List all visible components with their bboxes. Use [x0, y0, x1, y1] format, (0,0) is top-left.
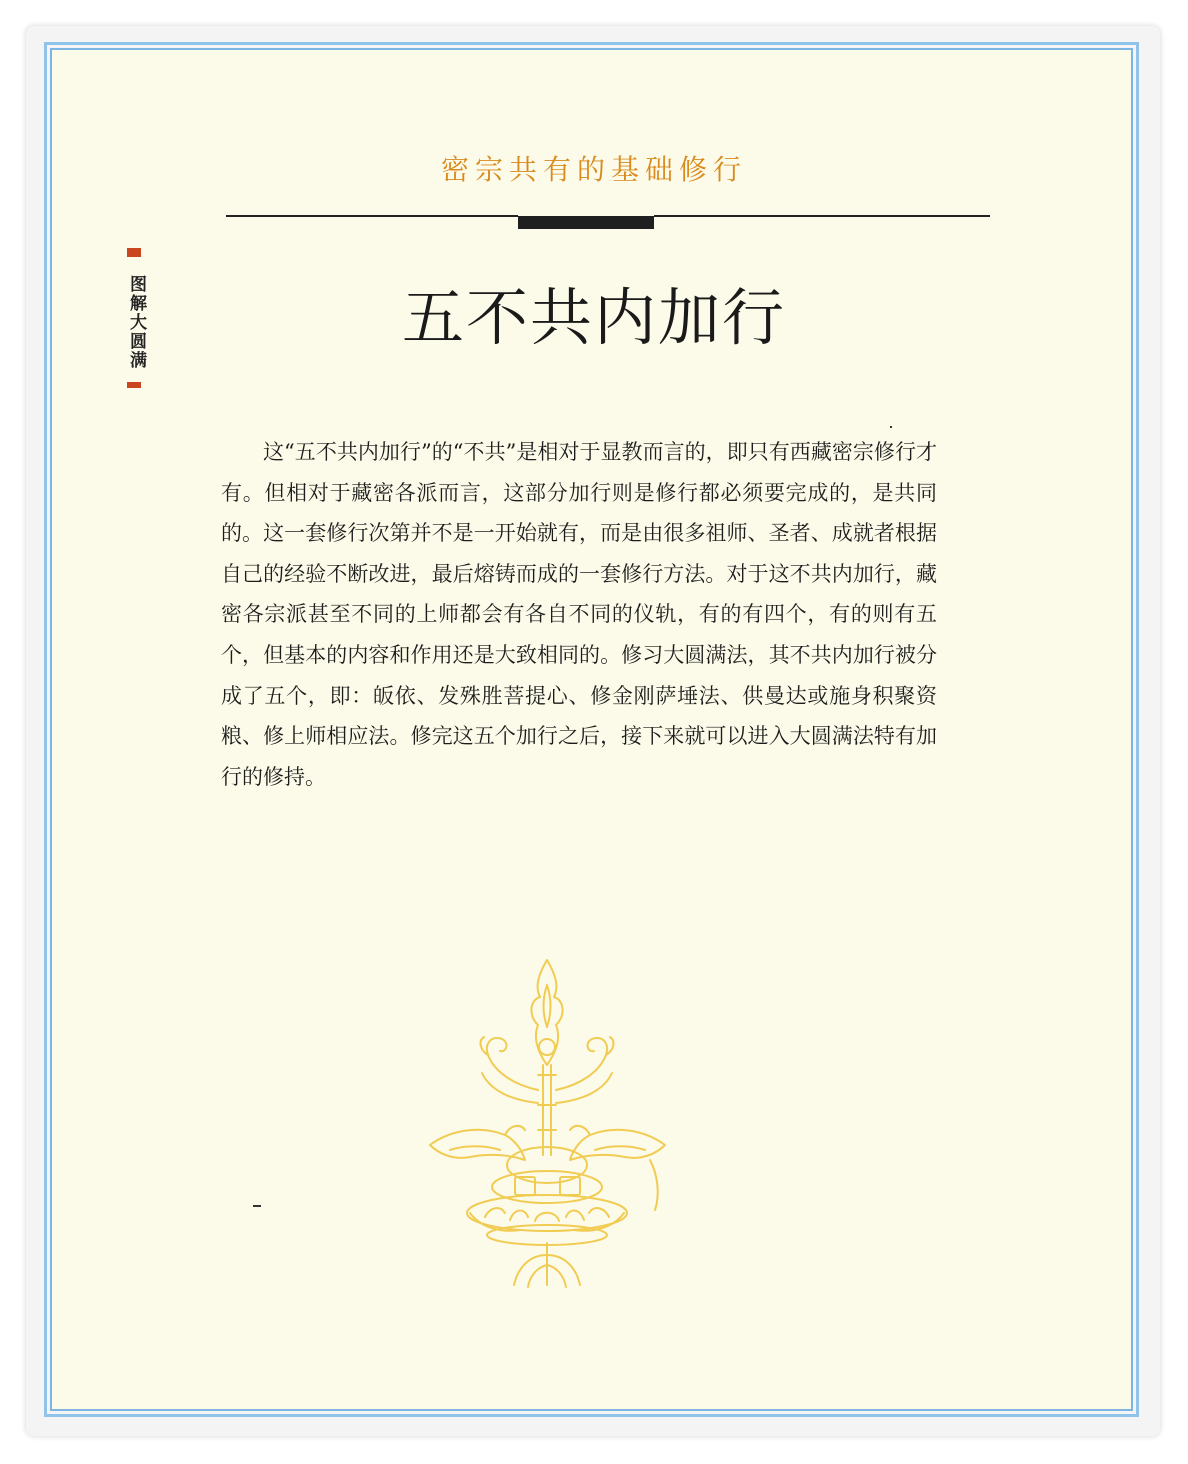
body-paragraph: 这“五不共内加行”的“不共”是相对于显教而言的，即只有西藏密宗修行才有。但相对于藏密各派而言，这部分加行则是修行都必须要完成的，是共同的。这一套修行次第并不是一开始就有，而是由很多祖师、圣者、成就者根据自己的经验不断改进，最后熔铸而成的一套修行方法。对于这不共内加行，藏密各宗派甚至不同的上师都会有各自不同的仪轨，有的有四个，有的则有五个，但基本的内容和作用还是大致相同的。修习大圆满法，其不共内加行被分成了五个，即：皈依、发殊胜菩提心、修金刚萨埵法、供曼达或施身积聚资粮、修上师相应法。修完这五个加行之后，接下来就可以进入大圆满法特有加行的修持。 — [221, 440, 937, 789]
chapter-title: 五不共内加行 — [401, 281, 786, 354]
header-rule-right — [654, 215, 990, 217]
header-rule-block — [518, 216, 654, 229]
running-head: 密宗共有的基础修行 — [440, 153, 747, 186]
side-tab-top-mark — [127, 248, 141, 257]
side-tab-bottom-mark — [127, 382, 141, 388]
header-rule-left — [226, 215, 518, 217]
side-tab-label: 图解大圆满 — [126, 275, 146, 370]
print-speck — [890, 426, 892, 428]
wish-fulfilling-jewel-ornament-icon — [410, 955, 685, 1295]
print-speck — [253, 1205, 261, 1207]
